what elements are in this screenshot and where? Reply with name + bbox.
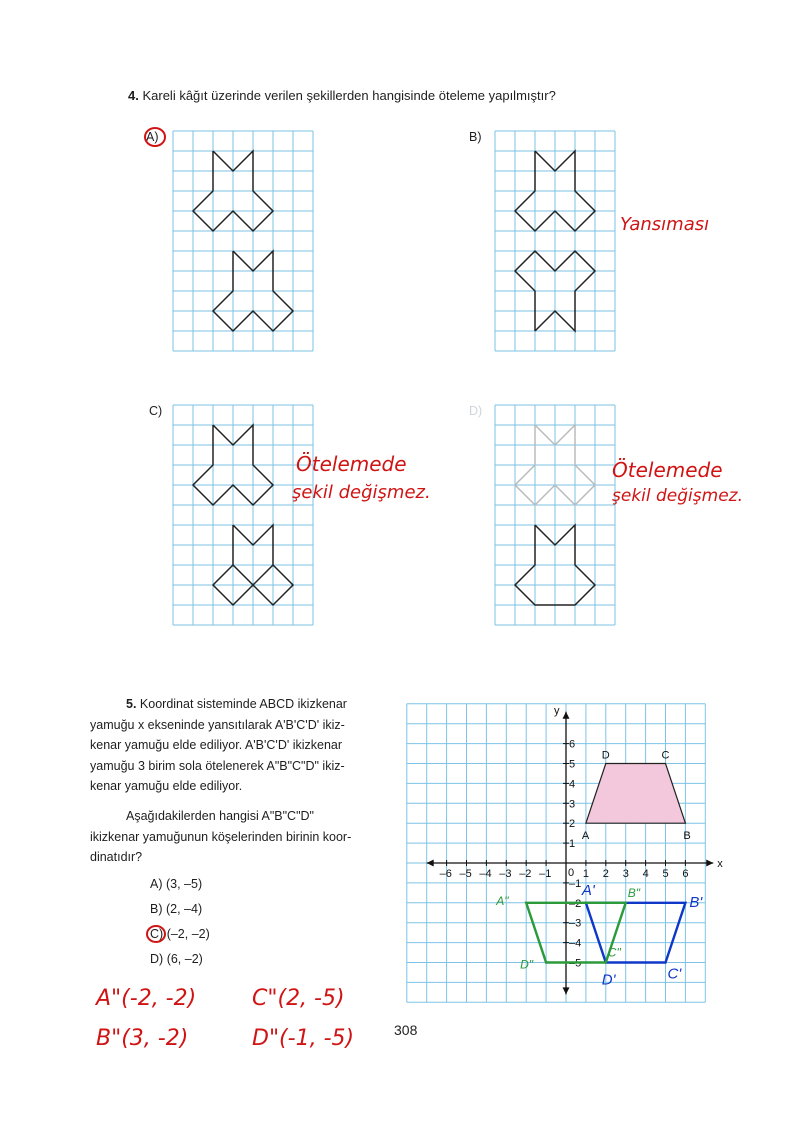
choice-b-value: (2, –4) [165,902,203,916]
grid-option-a [172,130,314,352]
choice-a-value: (3, –5) [165,877,203,891]
x-tick-label: –6 [439,868,452,880]
shape-c-inner-line-2 [253,565,273,585]
option-c-label[interactable] [149,404,162,418]
grid-option-b [494,130,616,352]
vertex-label-double-prime: B" [627,885,640,900]
answer-b-double-prime: B"(3, -2) [96,1026,189,1051]
vertex-label-prime: C' [667,965,682,983]
x-tick-label: –4 [479,868,492,880]
option-d-text: D) [469,404,483,418]
grid-option-c [172,404,314,626]
choice-d[interactable] [150,949,203,970]
vertex-label-double-prime: A" [496,893,509,908]
y-tick-label: 3 [569,798,576,811]
vertex-label-prime: A' [581,881,595,899]
option-c-text: C) [149,404,163,418]
choice-c-circle-icon [145,924,167,944]
y-axis-down-arrow-icon [563,987,570,994]
y-tick-label: 2 [569,818,576,831]
y-tick-label: –1 [569,877,582,890]
x-tick-label: 5 [662,868,669,880]
vertex-label-prime: D' [601,971,616,989]
x-axis-left-arrow-icon [427,860,434,867]
choice-d-value: (6, –2) [166,952,203,966]
x-tick-label: –5 [459,868,472,880]
question-5-number: 5. [126,697,137,711]
question-4-header [128,86,556,107]
grid-option-d [494,404,616,626]
x-tick-label: 4 [642,868,649,880]
answer-a-double-prime: A"(-2, -2) [96,986,197,1011]
question-5-line-1 [90,694,402,715]
y-tick-label: 6 [569,738,576,751]
x-tick-label: –2 [519,868,532,880]
answer-c-double-prime: C"(2, -5) [252,986,345,1011]
y-tick-label: –4 [569,937,582,950]
choice-d-letter: D) [150,952,164,966]
option-b-text: B) [469,130,482,144]
question-5-line-4: yamuğu 3 birim sola ötelenerek A"B"C"D" ikiz- [90,758,345,773]
question-5-paragraph-2 [90,806,402,868]
choice-c-letter: C) [150,927,164,941]
y-tick-label: 4 [569,778,576,791]
vertex-label-c: C [661,749,670,762]
page-number: 308 [394,1022,418,1038]
note-b-reflection: Yansıması [620,214,710,235]
note-d-line1: Ötelemede [612,458,723,482]
vertex-label-double-prime: C" [607,945,621,960]
y-tick-label: –2 [569,897,582,910]
question-4-number: 4. [128,88,139,103]
x-axis-arrow-icon [706,860,713,867]
origin-label: 0 [568,867,575,879]
question-5-p2-line-3: dinatıdır? [90,850,143,864]
note-c-line2: şekil değişmez. [292,482,431,503]
answer-d-double-prime: D"(-1, -5) [252,1026,355,1051]
y-axis-arrow-icon [563,712,570,719]
question-5-paragraph-1 [90,694,402,797]
x-tick-label: 3 [622,868,629,880]
option-b-label[interactable] [469,130,482,144]
vertex-label-double-prime: D" [520,957,534,972]
x-axis-label: x [717,858,723,870]
shape-c-inner-line [233,565,253,585]
y-tick-label: –3 [569,917,582,930]
question-5-line-2: yamuğu x ekseninde yansıtılarak A'B'C'D' ikiz- [90,717,345,732]
x-tick-label: 1 [582,868,590,880]
option-d-label[interactable] [469,404,482,418]
note-c-line1: Ötelemede [296,452,407,476]
option-a-text: A) [146,130,159,144]
trapezoid-prime [586,903,686,963]
y-tick-label: 1 [569,838,576,851]
y-tick-label: –5 [569,957,582,970]
choice-b[interactable] [150,899,202,920]
vertex-label-d: D [601,749,610,762]
y-tick-label: 5 [569,758,576,771]
x-tick-label: –1 [539,868,552,880]
choice-a[interactable] [150,874,202,895]
x-tick-label: 2 [602,868,609,880]
question-5-line-1-text: Koordinat sisteminde ABCD ikizkenar [139,697,347,711]
question-4-text: Kareli kâğıt üzerinde verilen şekillerden hangisinde öteleme yapılmıştır? [142,88,556,103]
choice-a-letter: A) [150,877,163,891]
y-axis-label: y [554,704,560,717]
question-5-p2-line-1: Aşağıdakilerden hangisi A"B"C"D" [126,809,314,823]
question-5-p2-line-2: ikizkenar yamuğunun köşelerinden birinin koor- [90,829,352,844]
choice-b-letter: B) [150,902,163,916]
note-d-line2: şekil değişmez. [612,486,743,506]
question-5-line-5: kenar yamuğu elde ediliyor. [90,779,243,793]
vertex-label-b: B [683,830,691,843]
choice-c-value: (–2, –2) [166,927,210,941]
vertex-label-a: A [581,830,590,843]
coordinate-graph [406,702,724,1004]
option-a-circle-icon [143,126,167,148]
x-tick-label: 6 [682,868,689,880]
vertex-label-prime: B' [689,893,703,911]
trapezoid-abcd [586,764,686,824]
question-5-line-3: kenar yamuğu elde ediliyor. A'B'C'D' ikizkenar [90,738,343,752]
x-tick-label: –3 [499,868,512,880]
